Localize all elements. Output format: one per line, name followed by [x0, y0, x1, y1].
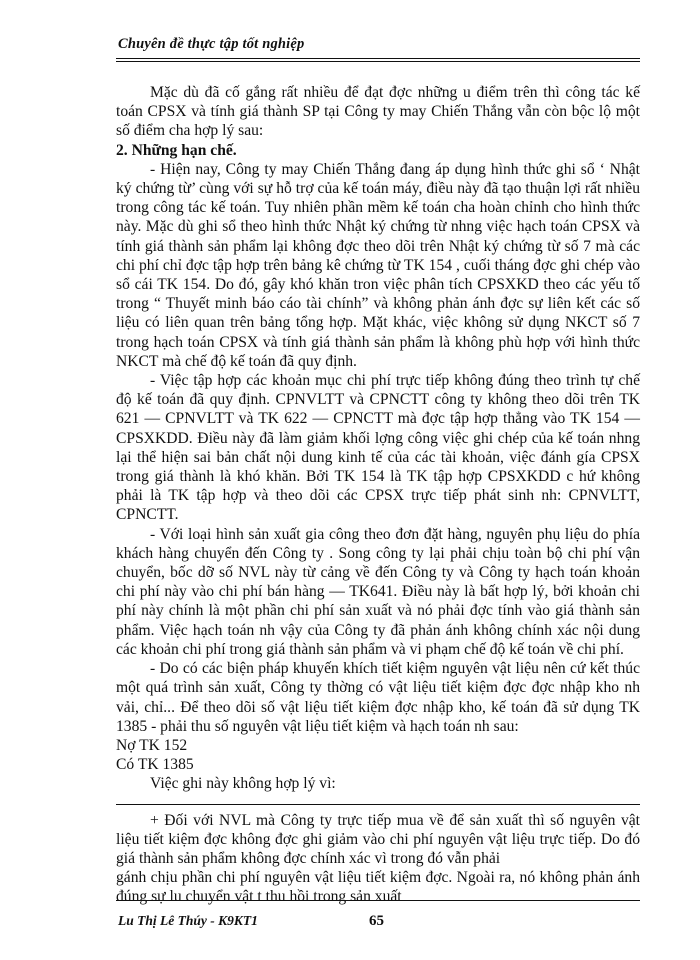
paragraph-4: - Do có các biện pháp khuyến khích tiết kiệm nguyên vật liệu nên cứ kết thúc một quá trình sản xuất, Công ty thờng có vật liệu tiết kiệm đợc đợc nhập kho nh vải, chỉ... Để theo dõi số vật liệu tiết kiệm đợc nhập kho, kế toán đã sử dụng TK 1385 - phải thu số nguyên vật liệu tiết kiệm và hạch toán nh sau: — [116, 660, 640, 735]
journal-entry-credit: Có TK 1385 — [116, 756, 194, 774]
journal-entry-debit: Nợ TK 152 — [116, 736, 188, 754]
header-rule — [116, 58, 640, 59]
paragraph-2: - Việc tập hợp các khoản mục chi phí trực tiếp không đúng theo trình tự chế độ kế toán đã quy định. CPNVLTT và CPNCTT công ty không theo dõi trên TK 621 — CPNVLTT và TK 622 — CPNCTT mà đợc tập hợp thẳng vào TK 154 — CPSXKDD. Điều này đã làm giảm khối lợng công việc ghi chép của kế toán nhng lại thể hiện sai bản chất nội dung kinh tế của các tài khoản, việc đánh gía CPSX trong giá thành là khó khăn. Bởi TK 154 là TK tập hợp CPSXKDD c hứ không phải là TK tập hợp và theo dõi các CPSX trực tiếp phát sinh nh: CPNVLTT, CPNCTT. — [116, 372, 640, 524]
document-body — [116, 83, 640, 907]
paragraph-1: - Hiện nay, Công ty may Chiến Thắng đang áp dụng hình thức ghi sổ ‘ Nhật ký chứng từ’ cùng với sự hỗ trợ của kế toán máy, điều này đã tạo thuận lợi rất nhiều trong công tác kế toán. Tuy nhiên phần mềm kế toán cha hoàn chỉnh cho hình thức này. Mặc dù ghi sổ theo hình thức Nhật ký chứng từ nhng việc hạch toán CPSX và tính giá thành sản phẩm lại không đợc theo dõi trên Nhật ký chứng từ số 7 mà các chi phí chỉ đợc tập hợp trên bảng kê chứng từ TK 154 , cuối tháng đợc ghi chép vào sổ cái TK 154. Do đó, gây khó khăn tron việc phân tích CPSXKD theo các yếu tố trong “ Thuyết minh báo cáo tài chính” và không phản ánh đợc sự liên kết các số liệu có liên quan trên bảng tổng hợp. Mặt khác, việc không sử dụng NKCT số 7 trong hạch toán CPSX và tính giá thành sản phẩm là không phù hợp với hình thức NKCT mà chế độ kế toán đã quy định. — [116, 160, 640, 370]
conclusion-line: Việc ghi này không hợp lý vì: — [150, 775, 336, 793]
paragraph-3: - Với loại hình sản xuất gia công theo đơn đặt hàng, nguyên phụ liệu do phía khách hàng chuyển đến Công ty . Song công ty lại phải chịu toàn bộ chi phí vận chuyển, bốc dỡ số NVL này từ cảng về đến Công ty và Công ty hạch toán khoản chi phí này vào chi phí bán hàng — TK641. Điều này là bất hợp lý, bởi khoản chi phí này chính là một phần chi phí sản xuất và nó phải đợc tính vào giá thành sản phẩm. Việc hạch toán nh vậy của Công ty đã phản ánh không chính xác nội dung các khoản chi phí trong giá thành sản phẩm và vi phạm chế độ kế toán về chi phí. — [116, 525, 640, 658]
section-divider — [116, 804, 640, 805]
section-heading: 2. Những hạn chế. — [116, 141, 237, 159]
page-header-title: Chuyên đề thực tập tốt nghiệp — [118, 36, 305, 52]
intro-paragraph: Mặc dù đã cố gắng rất nhiều để đạt đợc những u điểm trên thì công tác kế toán CPSX và tính giá thành SP tại Công ty may Chiến Thắng vẫn còn bộc lộ một số điểm cha hợp lý sau: — [116, 84, 640, 140]
footer-rule — [116, 900, 640, 901]
header-rule-thin — [116, 61, 640, 62]
page-number: 65 — [369, 913, 384, 929]
paragraph-5: + Đối với NVL mà Công ty trực tiếp mua về để sản xuất thì số nguyên vật liệu tiết kiệm đợc không đợc ghi giảm vào chi phí nguyên vật liệu trực tiếp. Do đó giá thành sản phẩm không đợc chính xác vì trong đó vẫn phải — [116, 811, 640, 867]
footer-author: Lu Thị Lê Thúy - K9KT1 — [118, 913, 258, 928]
paragraph-6: gánh chịu phần chi phí nguyên vật liệu tiết kiệm đợc. Ngoài ra, nó không phản ánh đúng sự lu chuyển vật t thu hồi trong sản xuất — [116, 869, 640, 906]
